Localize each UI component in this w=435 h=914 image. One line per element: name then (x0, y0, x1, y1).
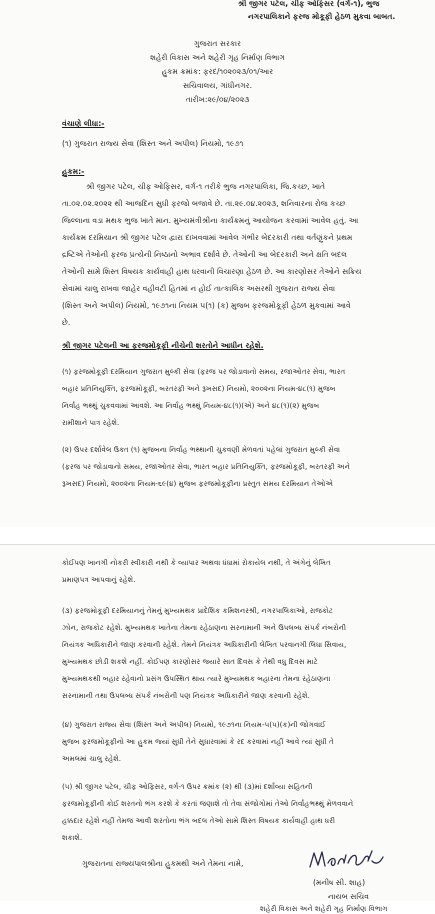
order-line: સેવામાં ચાલુ રાખવા જાહેર વહીવટી હિતમાં ન હોઈ તાત્કાલિક અસરથી ગુજરાત રાજ્ય સેવા (62, 284, 336, 293)
continuation-line: કોઈપણ ખાનગી નોકરી સ્વીકારી નથી કે વ્યાપાર અથવા ધંધામાં રોકાયેલ નથી, તે અંગેનું લેખિત (62, 558, 331, 567)
header-government: ગુજરાત સરકાર (193, 39, 242, 48)
condition-3-line: (૩) ફરજમોકૂફી દરમિયાનનું તેમનું મુખ્યમથક પ્રાદેશિક કમિશનરશ્રી, નગરપાલિકાઓ, રાજકોટ (62, 606, 334, 615)
condition-4-line: મુજબ ફરજમોકૂફીનો આ હુકમ જ્યાં સુધી તેને સુધારવામાં કે રદ કરવામાં નહીં આવે ત્યાં સુધી તે (62, 737, 334, 746)
condition-3-line: નિયંત્રક અધિકારીને જાણ કરવાની રહેશે. તેમને નિયંત્રક અધિકારીની લેખિત પરવાનગી લિધા સિવાય, (62, 640, 347, 649)
order-line: છે. (62, 318, 71, 327)
read-heading: વંચાણે લીધા:- (62, 119, 105, 128)
signatory-title: નાયબ સચિવ (328, 892, 369, 901)
condition-1-line: રામીશાને પાત્ર રહેશે. (62, 418, 120, 427)
condition-5-line: શકાશે. (62, 833, 83, 842)
signatory-name: (મનીષ સી. શાહ) (313, 878, 366, 887)
signatory-department: શહેરી વિકાસ અને શહેરી ગૃહ નિર્માણ વિભાગ (260, 904, 388, 913)
document-page-2 (0, 544, 435, 913)
closing-line: ગુજરાતના રાજ્યપાલશ્રીના હુકમથી અને તેમના નામે, (82, 859, 244, 868)
order-line: (શિસ્ત અને અપીલ) નિયમો, ૧૯૭૧ના નિયમ ૫(૧) (ક) મુજબ ફરજમોકૂફી હેઠળ મુકવામાં આવે (62, 301, 351, 310)
condition-3-line: સરનામાની તથા ઉપલબ્ધ સંપર્ક નંબરોની પણ નિયંત્રક અધિકારીને જાણ કરવાની રહેશે. (62, 691, 310, 700)
header-department: શહેરી વિકાસ અને શહેરી ગૃહ નિર્માણ વિભાગ (150, 53, 285, 62)
condition-5-line: ફરજમોકૂફીની કોઈ શરતનો ભંગ કરશે કે કરતાં જણાશે તો તેવા સંજોગોમાં તેઓ નિર્વાહભથ્થું મેળવવાને (62, 799, 354, 808)
condition-1-line: નિર્વાહ ભથ્થું ચુકવવામાં આવશે. આ નિર્વાહ ભથ્થું નિયમ-૪૮(૧)(એ) અને ૪૮(૧)(૨) મુજબ (62, 401, 320, 410)
condition-4-line: (૪) ગુજરાત રાજ્ય સેવા (શિસ્ત અને અપીલ) નિયમો, ૧૯૭૧ના નિયમ-૫(૫)(ક)ની જોગવાઈ (62, 720, 326, 729)
subject-line-1: શ્રી જીગર પટેલ, ચીફ ઓફિસર (વર્ગ-૧), ભુજ (238, 0, 380, 8)
condition-1-line: બહાર પ્રતિનિયુક્તિ, ફરજમોકૂફી, બરતરફી અને રૂખસદ) નિયમો, ૨૦૦૨ના નિયમ-૪૮(૧) મુજબ (62, 384, 336, 393)
read-item: (૧) ગુજરાત રાજ્ય સેવા (શિસ્ત અને અપીલ) નિયમો, ૧૯૭૧ (62, 139, 244, 148)
condition-5-line: (૫) શ્રી જીગર પટેલ, ચીફ ઓફિસર, વર્ગ-૧ ઉપર ક્રમાંક (૨) થી (૩)માં દર્શાવ્યા સહિતની (62, 782, 313, 791)
condition-1-line: (૧) ફરજમોકૂફી દરમિયાન ગુજરાત મુલ્કી સેવા (ફરજ પર જોડાવાનો સમય, રજાઓતર સેવા, ભારત (62, 367, 346, 376)
continuation-line: પ્રમાણપત્ર આપવાનું રહેશે. (62, 575, 136, 584)
header-date: તારીખ:૨૯/૦૪/૨૦૨૩ (185, 95, 250, 104)
order-line: જિલ્લાના વડા મથક ભુજ ખાતે માન. મુખ્યમંત્રીશ્રીના કાર્યક્રમનું આયોજન કરવામાં આવેલ હતું. આ (62, 216, 359, 225)
condition-2-line: રૂખસદ) નિયમો, ૨૦૦૨ના નિયમ-૬૯(૪) મુજબ ફરજમોકૂફીના પ્રસ્તુત સમય દરમિયાન તેઓએ (62, 479, 334, 488)
header-secretariat: સચિવાલય, ગાંધીનગર. (183, 81, 252, 90)
condition-3-line: મુખ્યમથક છોડી શકશે નહીં. કોઈપણ કારણોસર જ્યારે સાત દિવસ કે તેથી વધુ દિવસ માટે (62, 657, 318, 666)
order-heading: હુકમ:- (62, 167, 85, 176)
header-order-number: હુકમ ક્રમાંક: ફરદ/૧૦૨૦૨૩/૦૧/આર (161, 67, 274, 76)
signature (306, 845, 386, 875)
condition-2-line: (૨) ઉપર દર્શાવેલ ઉક્ત (૧) મુજબના નિર્વાહ ભથ્થાની ચુકવણી મેળવતાં પહેલાં ગુજરાત મુલ્કી સેવા (62, 445, 341, 454)
order-line: શ્રી જીગર પટેલ, ચીફ ઓફિસર, વર્ગ-૧ તરીકે ભુજ નગરપાલિકા, જિ.કચ્છ, ખાતે (86, 182, 326, 191)
order-line: દ્રષ્ટિએ તેઓની ફરજ પ્રત્યેની નિષ્ઠાનો અભાવ દર્શાવે છે. તેઓની આ બેદરકારી અને ક્ષતિ બદલ (62, 250, 348, 259)
order-line: તેઓની સામે શિસ્ત વિષયક કાર્યવાહી હાથ ધરવાની વિચારણા હેઠળ છે. આ કારણોસર તેઓને સક્રિય (62, 267, 362, 276)
condition-4-line: અમલમાં ચાલુ રહેશે. (62, 754, 122, 763)
condition-2-line: (ફરજ પર જોડાવાનો સમય, રજાઓતર સેવા, ભારત બહાર પ્રતિનિયુક્તિ, ફરજમોકૂફી, બરતરફી અને (62, 462, 350, 471)
conditions-heading: શ્રી જીગર પટેલની આ ફરજમોકૂફી નીચેની શરતોને આધીન રહેશે. (62, 341, 264, 350)
order-line: કાર્યક્રમ દરમિયાન શ્રી જીગર પટેલ દ્વારા દાખવવામાં આવેલ ગંભીર બેદરકારી તથા વર્તણુંકને પ્રથમ (62, 233, 353, 242)
subject-line-2: નગરપાલિકાને ફરજ મોકૂફી હેઠળ મુકવા બાબત. (248, 12, 396, 21)
page-gap (0, 527, 435, 544)
condition-3-line: મુખ્યમથકથી બહાર રહેવાનો પ્રસંગ ઉપસ્થિત થાય ત્યારે મુખ્યમથક બહારના તેમના રહેઠાણના (62, 674, 331, 683)
order-line: તા.૦૨.૦૨.૨૦૨૨ થી આજદિન સુધી ફરજો બજાવે છે. તા.૨૯.૦૪.૨૦૨૩, શનિવારના રોજ કચ્છ (62, 199, 346, 208)
condition-5-line: હક્કદાર રહેશે નહીં તેમજ આવી શરતોના ભંગ બદલ તેઓ સામે શિસ્ત વિષયક કાર્યવાહી હાથ ધરી (62, 816, 336, 825)
condition-3-line: ઝોન, રાજકોટ રહેશે. મુખ્યમથક ખાતેના તેમના રહેઠાણના સરનામાની અને ઉપલબ્ધ સંપર્ક નંબરોની (62, 623, 347, 632)
